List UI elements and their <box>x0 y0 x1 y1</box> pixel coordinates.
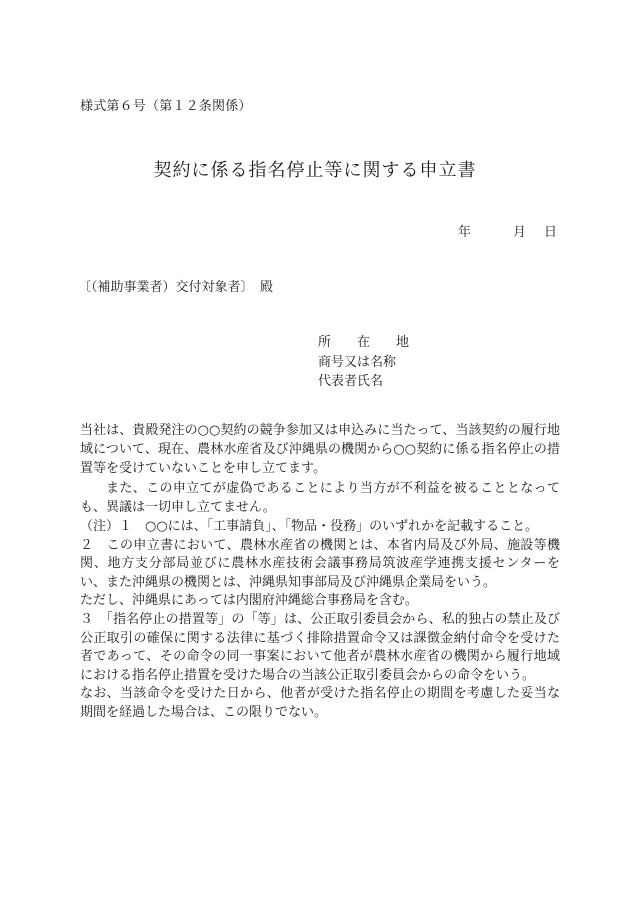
note-1: （注）１ ○○には、「工事請負」、「物品・役務」のいずれかを記載すること。 <box>80 519 539 534</box>
declaration-paragraph-2: また、この申立てが虚偽であることにより当方が不利益を被ることとなっても、異議は一切申し立てません。 <box>80 480 560 515</box>
document-title: 契約に係る指名停止等に関する申立書 <box>153 160 477 181</box>
note-2-proviso: ただし、沖縄県にあっては内閣府沖縄総合事務局を含む。 <box>80 593 418 609</box>
applicant-company-label: 商号又は名称 <box>318 354 397 370</box>
notes-section <box>80 518 560 723</box>
note-3-proviso: なお、当該命令を受けた日から、他者が受けた指名停止の期間を考慮した妥当な期間を経過した場合は、この限りでない。 <box>80 686 560 720</box>
applicant-representative-label: 代表者氏名 <box>318 374 384 389</box>
addressee: 〔（補助事業者）交付対象者〕 殿 <box>78 280 274 295</box>
form-number: 様式第６号（第１２条関係） <box>80 99 252 114</box>
note-3: ３ 「指名停止の措置等」の「等」は、公正取引委員会から、私的独占の禁止及び公正取引の確保に関する法律に基づく排除措置命令又は課徴金納付命令を受けた者であって、その命令の同一事案において他者が農林水産省の機関から履行地域における指名停止措置を受けた場合の当該公正取引委員会からの命令をいう。 <box>80 611 560 683</box>
applicant-block <box>318 333 409 392</box>
declaration-body <box>80 421 560 517</box>
note-2: ２ この申立書において、農林水産省の機関とは、本省内局及び外局、施設等機関、地方支分部局並びに農林水産技術会議事務局筑波産学連携支援センターをい、また沖縄県の機関とは、沖縄県知事部局及び沖縄県企業局をいう。 <box>80 537 560 590</box>
date-line <box>458 221 557 240</box>
declaration-paragraph-1: 当社は、貴殿発注の○○契約の競争参加又は申込みに当たって、当該契約の履行地域について、現在、農林水産省及び沖縄県の機関から○○契約に係る指名停止の措置等を受けていないことを申し立てます。 <box>80 423 560 477</box>
date-year-label: 年 <box>458 225 472 240</box>
applicant-address-label: 所 在 地 <box>318 335 410 350</box>
date-month-label: 月 <box>513 225 527 240</box>
date-day-label: 日 <box>544 225 558 240</box>
